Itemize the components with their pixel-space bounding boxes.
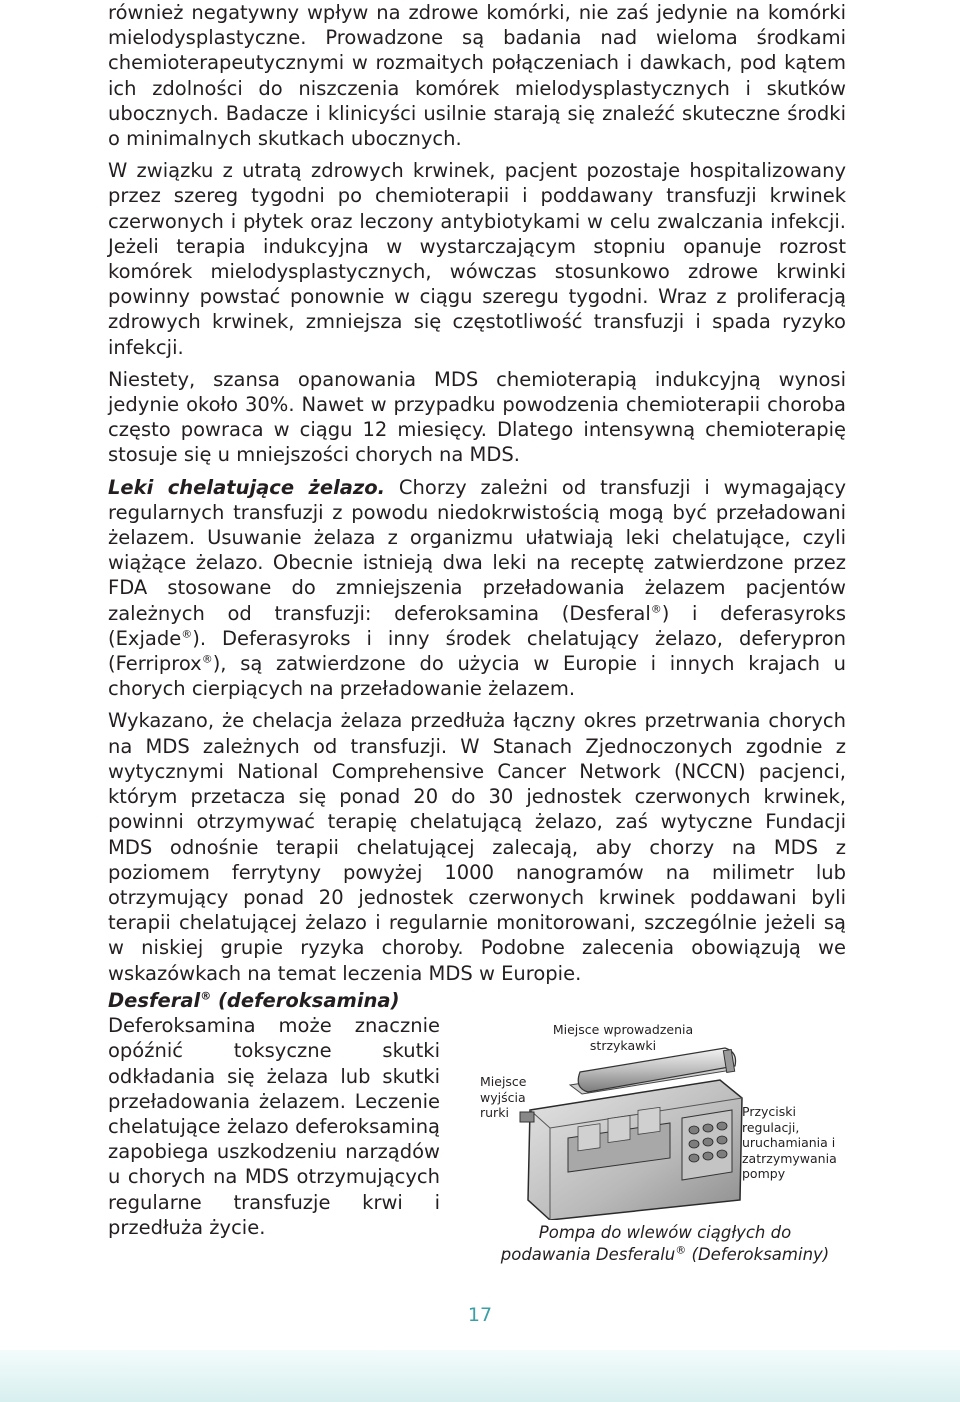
desferal-body: Deferoksamina może znacznie opóźnić toksyczne skutki odkładania się żelaza lub skutki przeładowania żelazem. Leczenie chelatujące żelazo deferoksaminą zapobiega uszkodzeniu narządów u chorych na MDS otrzymujących regularne transfuzje krwi i przedłuża życie. — [108, 1014, 440, 1239]
paragraph-success-rate: Niestety, szansa opanowania MDS chemioterapią indukcyjną wynosi jedynie około 30%. Nawet w przypadku powodzenia chemioterapii choroba często powraca w ciągu 12 miesięcy. Dlatego intensywną chemioterapię stosuje się u mniejszości chorych na MDS. — [108, 367, 846, 467]
label-tube-exit: Miejsce wyjścia rurki — [480, 1074, 527, 1120]
paragraph-chemotherapy-research: również negatywny wpływ na zdrowe komórki, nie zaś jedynie na komórki mielodysplastyczne. Prowadzone są badania nad wieloma środkami chemioterapeutycznymi w rozmaitych połączeniach i dawkach, pod kątem ich zdolności do niszczenia komórek mielodysplastycznych i skutków ubocznych. Badacze i klinicyści usilnie starają się znaleźć skuteczne środki o minimalnych skutkach ubocznych. — [108, 1, 846, 151]
main-text-column — [108, 0, 846, 993]
paragraph-iron-chelation: Leki chelatujące żelazo. Chorzy zależni od transfuzji i wymagający regularnych transfuzji z powodu niedokrwistością mogą być przeładowani żelazem. Usuwanie żelaza z organizmu ułatwiają leki chelatujące, czyli wiążące żelazo. Obecnie istnieją dwa leki na receptę zatwierdzone przez FDA stosowane do zmniejszenia przeładowania żelazem pacjentów zależnych od transfuzji: deferoksamina (Desferal®) i deferasyroks (Exjade®). Deferasyroks i inny środek chelatujący żelazo, deferypron (Ferriprox®), są zatwierdzone do użycia w Europie i innych krajach u chorych cierpiących na przeładowanie żelazem. — [108, 475, 847, 701]
paragraph-guidelines: Wykazano, że chelacja żelaza przedłuża łączny okres przetrwania chorych na MDS zależnych od transfuzji. W Stanach Zjednoczonych zgodnie z wytycznymi National Comprehensive Cancer Network (NCCN) pacjenci, którym przetacza się ponad 20 do 30 jednostek czerwonych krwinek, powinni otrzymywać terapię chelatującą żelazo, zaś wytyczne Fundacji MDS odnośnie terapii chelatującej zalecają, aby chorzy na MDS z poziomem ferrytyny powyżej 1000 nanogramów na milimetr lub otrzymujący ponad 20 jednostek czerwonych krwinek poddawani byli terapii chelatującej żelazo i regularnie monitorowani, szczególnie jeżeli są w niskiej grupie ryzyka choroby. Podobne zalecenia obowiązują we wskazówkach na temat leczenia MDS w Europie. — [108, 709, 846, 985]
registered-mark: ® — [181, 627, 193, 641]
page-footer-band — [0, 1350, 960, 1402]
figure-caption: Pompa do wlewów ciągłych do podawania Desferalu® (Deferoksaminy) — [500, 1223, 830, 1264]
desferal-heading: Desferal® (deferoksamina) — [108, 989, 400, 1012]
paragraph-hospitalization: W związku z utratą zdrowych krwinek, pacjent pozostaje hospitalizowany przez szereg tygodni po chemioterapii i poddawany transfuzji krwinek czerwonych i płytek oraz leczony antybiotykami w celu zwalczania infekcji. Jeżeli terapia indukcyjna w wystarczającym stopniu opanuje rozrost komórek mielodysplastycznych, wówczas stosunkowo zdrowe krwinki powinny powstać ponownie w ciągu szeregu tygodni. Wraz z proliferacją zdrowych krwinek, zmniejsza się częstotliwość transfuzji i spada ryzyko infekcji. — [108, 159, 846, 359]
registered-mark: ® — [201, 652, 213, 666]
desferal-section — [108, 988, 440, 1240]
label-syringe-insertion: Miejsce wprowadzenia strzykawki — [552, 1022, 694, 1053]
page-number: 17 — [467, 1304, 493, 1326]
iron-chelation-heading: Leki chelatujące żelazo. — [108, 475, 386, 499]
label-control-buttons: Przyciski regulacji, uruchamiania i zatrzymywania pompy — [742, 1104, 837, 1181]
registered-mark: ® — [650, 602, 662, 616]
